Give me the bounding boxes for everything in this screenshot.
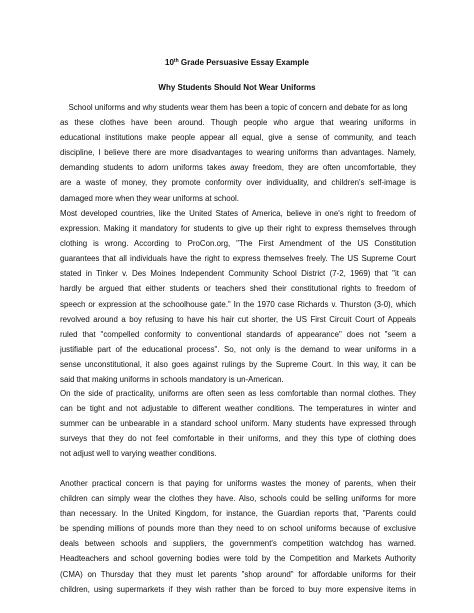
paragraph-line: Most developed countries, like the United States of America, believe in one's right to freedom of (60, 209, 416, 218)
paragraph-line: than necessary. In the United Kingdom, for instance, the Guardian reports that, "Parents could (60, 509, 416, 519)
paragraph-line: School uniforms and why students wear them has been a topic of concern and debate for as long (68, 103, 408, 112)
paragraph-2 (60, 206, 416, 387)
paragraph-line: Another practical concern is that paying for uniforms wastes the money of parents, when their (60, 479, 416, 488)
paragraph-line: expression. Making it mandatory for students to give up their right to express themselves through (60, 224, 416, 234)
paragraph-line: speech or expression at the schoolhouse gate." In the 1970 case Richards v. Thurston (3-0), which (60, 299, 416, 309)
paragraph-4 (60, 476, 416, 597)
paragraph-line: surveys that they do not feel comfortable in their uniforms, and they this type of clothing does (60, 434, 416, 444)
paragraph-line: sense unconstitutional, it also goes against rulings by the Supreme Court. In this way, it can be (60, 359, 416, 369)
paragraph-line: clothing is wrong. According to ProCon.org, "The First Amendment of the US Constitution (60, 239, 416, 249)
paragraph-line: discipline, I believe there are more disadvantages to wearing uniforms than advantages. Namely, (60, 148, 416, 158)
essay-subtitle: Why Students Should Not Wear Uniforms (158, 83, 316, 92)
paragraph-line: summer can be unbearable in a standard school uniform. Many students have expressed through (60, 419, 416, 429)
paragraph-line: damaged more when they wear uniforms at school. (60, 193, 239, 203)
title-suffix: th (173, 58, 179, 64)
paragraph-line: stated in Tinker v. Des Moines Independent Community School District (7-2, 1969) that "it can (60, 269, 416, 279)
paragraph-line: can be tight and not adjustable to different weather conditions. The temperatures in winter and (60, 404, 416, 414)
paragraph-line: revolved around a boy refusing to have his hair cut shorter, the US First Circuit Court of Appeals (60, 314, 416, 324)
paragraph-line: (CMA) on Thursday that they must let parents "shop around" for affordable uniforms for their (60, 569, 416, 579)
paragraph-3 (60, 386, 416, 461)
paragraph-line: are a waste of money, they promote conformity over individuality, and children's self-image is (60, 178, 416, 188)
paragraph-line: children can simply wear the clothes they have. Also, schools could be selling uniforms for more (60, 494, 416, 504)
paragraph-line: justifiable part of the educational process". So, not only is the demand to wear uniforms in a (60, 344, 416, 354)
paragraph-line: deals between schools and suppliers, the government's competition watchdog has warned. (60, 539, 416, 549)
paragraph-line: said that making uniforms in schools mandatory is un-American. (60, 375, 284, 385)
paragraph-line: as these clothes have been around. Though people who argue that wearing uniforms in (60, 118, 416, 128)
paragraph-line: be spending millions of pounds more than they need to on school uniforms because of exclusive (60, 524, 416, 534)
paragraph-line: children, using supermarkets if they wish rather than be forced to buy more expensive items in (60, 584, 416, 594)
paragraph-line: On the side of practicality, uniforms are often seen as less comfortable than normal clothes. They (60, 389, 416, 398)
paragraph-line: demanding students to adorn uniforms takes away freedom, they are often uncomfortable, they (60, 163, 416, 173)
paragraph-line: not adjust well to varying weather conditions. (60, 449, 217, 459)
title-rest: Grade Persuasive Essay Example (178, 58, 309, 67)
paragraph-1 (60, 100, 416, 206)
paragraph-line: guarantees that all individuals have the right to express themselves freely. The US Supreme Court (60, 254, 416, 264)
title-grade: 10 (165, 58, 174, 67)
paragraph-line: hardly be argued that either students or teachers shed their constitutional rights to freedom of (60, 284, 416, 294)
document-title (0, 58, 474, 68)
paragraph-line: ruled that "compelled conformity to conventional standards of appearance" does not "seem a (60, 329, 416, 339)
paragraph-line: educational institutions make people appear all equal, give a sense of community, and teach (60, 133, 416, 143)
paragraph-line: Headteachers and school governing bodies were told by the Competition and Markets Authority (60, 554, 416, 564)
